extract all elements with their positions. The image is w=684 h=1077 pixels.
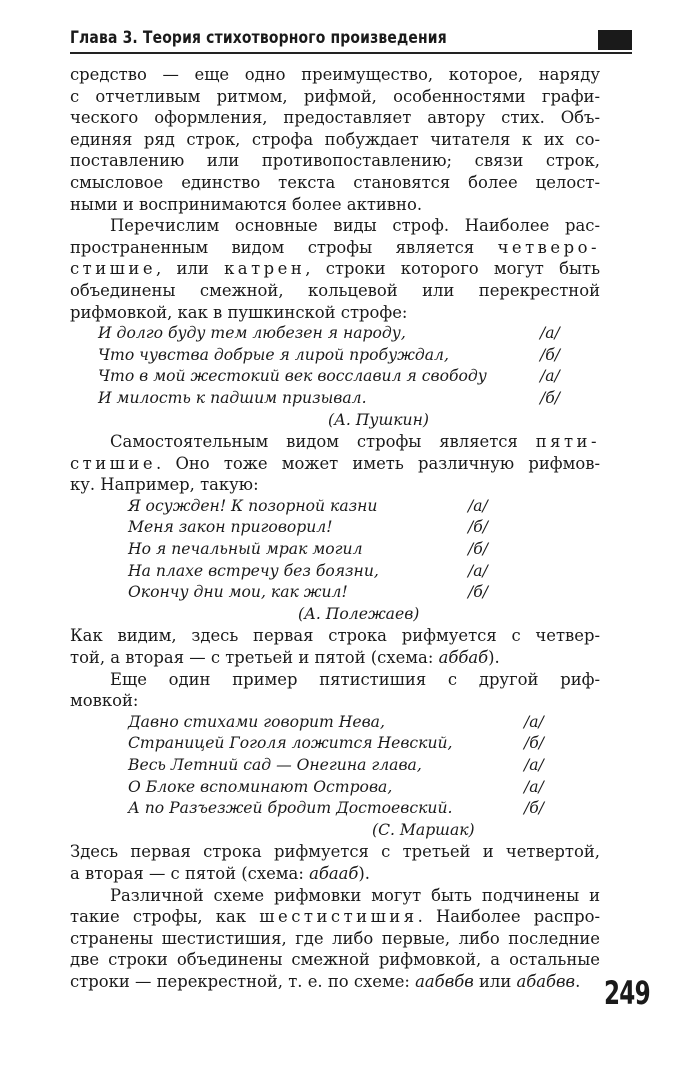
rhyme-scheme: /а/ <box>524 756 544 774</box>
text-line: ными и воспринимаются более активно. <box>70 194 423 214</box>
verse-author: (С. Маршак) <box>372 820 475 839</box>
verse-line: Но я печальный мрак могил /б/ <box>70 539 600 561</box>
rhyme-scheme: /а/ <box>468 496 488 515</box>
term-spaced: шестистишия <box>259 907 418 927</box>
running-head <box>70 26 632 54</box>
verse-author: (А. Полежаев) <box>298 604 420 623</box>
text-line: пространенным видом строфы является четверо- <box>70 237 600 257</box>
text-line: той, а вторая — с третьей и пятой (схема: аббаб). <box>70 648 500 668</box>
text-line: такие строфы, как шестистишия. Наиболее распро- <box>70 907 601 927</box>
text-line: единяя ряд строк, строфа побуждает читателя к их со- <box>70 129 600 149</box>
rhyme-scheme: /б/ <box>540 345 561 364</box>
term-spaced: стишие <box>70 453 157 473</box>
verse-line: Окончу дни мои, как жил! /б/ <box>70 582 600 604</box>
text-line: с отчетливым ритмом, рифмой, особенностями графи- <box>70 86 600 106</box>
text-line: мовкой: <box>70 691 139 711</box>
term-spaced: катрен <box>224 259 306 279</box>
text-line: рифмовкой, как в пушкинской строфе: <box>70 302 408 322</box>
text-line: смысловое единство текста становятся более целост- <box>70 172 600 192</box>
text-line: Как видим, здесь первая строка рифмуется с четвер- <box>70 626 600 646</box>
verse-author: (А. Пушкин) <box>328 410 429 429</box>
verse-line: Я осужден! К позорной казни /а/ <box>70 496 600 518</box>
rhyme-scheme: /а/ <box>540 367 560 386</box>
verse-line: Весь Летний сад — Онегина глава, /а/ <box>70 755 600 777</box>
verse-line: О Блоке вспоминают Острова, /а/ <box>70 777 600 799</box>
verse-marshak <box>70 712 600 842</box>
rhyme-scheme: /б/ <box>468 518 489 537</box>
verse-polezhaev <box>70 496 600 626</box>
term-spaced: четверо- <box>497 237 600 257</box>
rhyme-scheme: /б/ <box>524 734 545 753</box>
verse-line: На плахе встречу без боязни, /а/ <box>70 561 600 583</box>
verse-line: Меня закон приговорил! /б/ <box>70 517 600 539</box>
rhyme-scheme: /а/ <box>468 561 488 580</box>
chapter-title: Глава 3. Теория стихотворного произведения <box>70 28 447 48</box>
text-line: а вторая — с пятой (схема: абааб). <box>70 863 370 883</box>
text-line: строки — перекрестной, т. е. по схеме: аабвбв или абабвв. <box>70 971 581 991</box>
rhyme-scheme: /б/ <box>540 388 561 407</box>
verse-line: И долго буду тем любезен я народу, /а/ <box>70 323 600 345</box>
term-spaced: пяти- <box>535 432 600 452</box>
text-line: Перечислим основные виды строф. Наиболее рас- <box>110 216 600 236</box>
text-line: Здесь первая строка рифмуется с третьей и четвертой, <box>70 842 600 862</box>
verse-line: Что в мой жестокий век восславил я свободу /а/ <box>70 366 600 388</box>
body-text <box>70 64 600 993</box>
text-line: Еще один пример пятистишия с другой риф- <box>110 669 600 689</box>
verse-pushkin <box>70 323 600 431</box>
verse-line: Страницей Гоголя ложится Невский, /б/ <box>70 733 600 755</box>
text-line: Самостоятельным видом строфы является пяти- <box>110 432 600 452</box>
verse-line: Что чувства добрые я лирой пробуждал, /б/ <box>70 345 600 367</box>
term-spaced: стишие <box>70 259 157 279</box>
rhyme-scheme: /б/ <box>468 583 489 602</box>
text-line: поставлению или противопоставлению; связи строк, <box>70 151 600 171</box>
rhyme-scheme: /а/ <box>524 712 544 731</box>
text-line: Различной схеме рифмовки могут быть подчинены и <box>110 885 600 905</box>
text-line: стишие, или катрен, строки которого могут быть <box>70 259 600 279</box>
rhyme-scheme: /а/ <box>524 777 544 796</box>
rhyme-scheme: /б/ <box>468 540 489 559</box>
verse-line: А по Разъезжей бродит Достоевский. /б/ <box>70 798 600 820</box>
rhyme-scheme: /а/ <box>540 324 560 343</box>
text-line: ческого оформления, предоставляет автору стих. Объ- <box>70 108 600 128</box>
text-line: ку. Например, такую: <box>70 475 259 495</box>
text-line: стишие. Оно тоже может иметь различную рифмов- <box>70 453 600 473</box>
header-bar-block <box>598 30 632 50</box>
text-line: средство — еще одно преимущество, которое, наряду <box>70 65 600 84</box>
text-line: объединены смежной, кольцевой или перекрестной <box>70 280 600 300</box>
rhyme-scheme: /б/ <box>524 799 545 818</box>
text-line: две строки объединены смежной рифмовкой, а остальные <box>70 950 600 970</box>
verse-line: И милость к падшим призывал. /б/ <box>70 388 600 410</box>
page-number: 249 <box>604 974 650 1012</box>
text-line: странены шестистишия, где либо первые, либо последние <box>70 928 600 948</box>
verse-line: Давно стихами говорит Нева, /а/ <box>70 712 600 734</box>
